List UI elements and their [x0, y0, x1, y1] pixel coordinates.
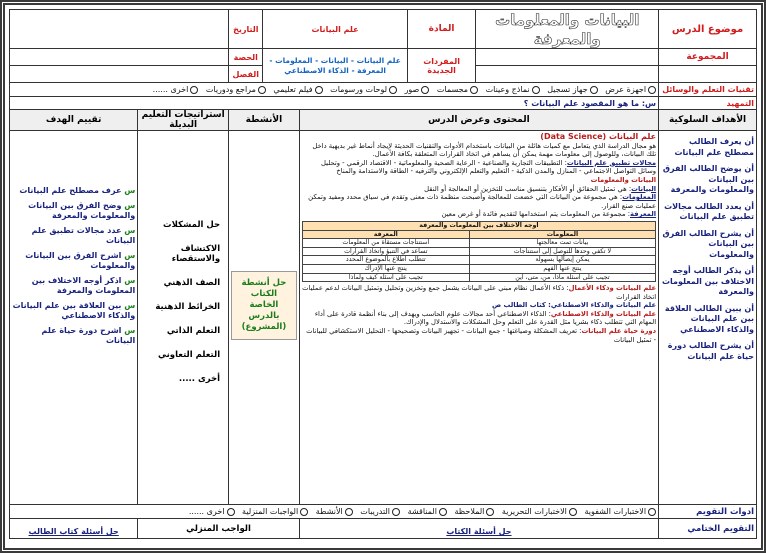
assessment-option[interactable]: الاختبارات التحريرية [502, 507, 577, 516]
strategy-item: الصف الذهني [163, 278, 221, 288]
objective-item: أن يبين الطالب العلاقة بين علم البيانات والذكاء الاصطناعي [664, 303, 754, 334]
assessment-option[interactable]: الاختبارات الشفوية [584, 507, 656, 516]
tool-option[interactable]: لوحات ورسومات [330, 85, 397, 94]
homework-label: الواجب المنزلي [138, 519, 299, 539]
data-info-title: البيانات والمعلومات [590, 175, 657, 184]
radio-icon[interactable] [227, 508, 235, 516]
tool-option[interactable]: نماذج وعينات [486, 85, 540, 94]
subject-title: البيانات والمعلومات والمعرفة [495, 11, 640, 48]
info-paragraph: المعلومات: هي مجموعة من البيانات التي خضعت للمعالجة وأصبحت منظمة ذات معنى وتقدم في سياق محدد ومفيد وتمكن عمليات صنع القرار. [308, 193, 657, 210]
objective-item: أن يعدد الطالب مجالات تطبيق علم البيانات [664, 201, 754, 221]
objective-item: أن يشرح الطالب الفرق بين البيانات والمعلومات [662, 228, 754, 259]
diff-col-header: المعلومات [469, 230, 655, 239]
assessment-option[interactable]: اخرى ...... [189, 507, 235, 516]
tool-option[interactable]: فيلم تعليمي [273, 85, 322, 94]
strategy-item: حل المشكلات [163, 220, 221, 230]
ai-paragraph: علم البيانات والذكاء الاصطناعي: الذكاء الاصطناعي أحد مجالات علوم الحاسب ويهدف إلى بناء أنظمة قادرة على أداء المهام التي تتطلب ذكاء بشريا مثل القدرة على التعلم وحل المشكلات والاستدلال والإدراك. [314, 309, 657, 327]
subject-value [476, 10, 659, 49]
class-value [10, 66, 229, 83]
content-title: علم البيانات (Data Science) [540, 132, 657, 141]
material-value: علم البيانات [263, 10, 407, 49]
radio-icon[interactable] [486, 508, 494, 516]
intro-text: س: ما هو المقصود علم البيانات ؟ [10, 97, 659, 110]
radio-icon[interactable] [569, 508, 577, 516]
eval-item: س اشرح الفرق بين البيانات والمعلومات [25, 251, 136, 270]
content-header: المحتوى وعرض الدرس [299, 110, 658, 131]
eval-item: س عرف مصطلح علم البيانات [19, 186, 136, 195]
group-blank [659, 66, 757, 83]
material-label: المادة [407, 10, 476, 49]
assessment-options [10, 505, 659, 519]
content-p1: هو مجال الدراسة الذي يتعامل مع كميات هائلة من البيانات باستخدام الأدوات والتقنيات الحديثة لإيجاد أنماط غير بديهية داخل تلك البيانات، وللوصول إلى معلومات مهمة يمكن أن يساهم في اتخاذ القرارات المتعلقة بكافة الأعمال. [312, 141, 657, 159]
radio-icon[interactable] [532, 86, 540, 94]
strategy-item: أخرى ..... [178, 374, 221, 384]
radio-icon[interactable] [345, 508, 353, 516]
eval-item: س اذكر أوجه الاختلاف بين المعلومات والمعرفة [31, 276, 136, 295]
activities-box: حل أنشطة الكتاب الخاصة بالدرس (المشروع) [231, 271, 297, 340]
strategy-item: الخرائط الذهنية [155, 302, 221, 312]
objective-item: أن يشرح الطالب دورة حياة علم البيانات [667, 341, 754, 361]
group-label: المجموعة [659, 49, 757, 66]
table-row: بيانات تمت معالجتها استنتاجات مستقاة من المعلومات [302, 239, 655, 248]
evaluation-header: تقييم الهدف [10, 110, 138, 131]
objectives-cell [659, 131, 757, 505]
tool-option[interactable]: صور [405, 85, 430, 94]
objective-item: أن يعرف الطالب مصطلح علم البيانات [674, 137, 754, 157]
subject-label: موضوع الدرس [659, 10, 757, 49]
vocab-label: المفردات الجديدة [407, 49, 476, 83]
radio-icon[interactable] [300, 508, 308, 516]
tools-options [10, 83, 659, 97]
strategies-header: استراتيجات التعليم البديلة [138, 110, 229, 131]
radio-icon[interactable] [590, 86, 598, 94]
activities-header: الأنشطة [229, 110, 300, 131]
eval-item: س اشرح دورة حياة علم البيانات [41, 326, 136, 345]
activities-cell [229, 131, 300, 505]
group-value [476, 49, 659, 66]
date-value [10, 10, 229, 49]
table-row: تجيب على أسئلة ماذا، من، متى، أين تجيب على أسئلة كيف ولماذا [302, 273, 655, 282]
strategy-item: التعلم التعاوني [158, 350, 221, 360]
eval-item: س بين العلاقة بين علم البيانات والذكاء الاصطناعي [12, 301, 136, 320]
tool-option[interactable]: مجسمات [437, 85, 478, 94]
lesson-plan-table [9, 9, 757, 539]
assessment-option[interactable]: المناقشة [408, 507, 447, 516]
tool-option[interactable]: جهاز تسجيل [547, 85, 597, 94]
evaluation-cell [10, 131, 138, 505]
homework-value-cell [10, 519, 138, 539]
knowledge-paragraph: المعرفة: مجموعة من المعلومات يتم استخدامها لتقديم فائدة أو غرض معين [441, 210, 657, 219]
data-paragraph: البيانات: هي تمثيل الحقائق أو الأفكار بتنسيق مناسب للتخزين أو المعالجة أو النقل [424, 184, 657, 193]
assessment-option[interactable]: الأنشطة [316, 507, 353, 516]
radio-icon[interactable] [258, 86, 266, 94]
cycle-paragraph: دورة حياة علم البيانات: تعريف المشكلة وصياغتها - جمع البيانات - تجهيز البيانات وتصحيحها - التحليل الاستكشافي للبيانات - تمثيل البيانات [306, 327, 657, 344]
objectives-header: الأهداف السلوكية [659, 110, 757, 131]
radio-icon[interactable] [470, 86, 478, 94]
class-label: الفصل [229, 66, 263, 83]
assessment-option[interactable]: الواجبات المنزلية [242, 507, 308, 516]
eval-item: س وضح الفرق بين البيانات والمعلومات والمعرفة [28, 201, 136, 220]
group-blank-2 [476, 66, 659, 83]
table-row: ينتج عنها الفهم ينتج عنها الإدراك [302, 264, 655, 273]
assessment-label: ادوات التقويم [659, 505, 757, 519]
final-value-cell [299, 519, 658, 539]
date-label: التاريخ [229, 10, 263, 49]
vocab-value: علم البيانات - البيانات - المعلومات - المعرفة - الذكاء الاصطناعي [263, 49, 407, 83]
tool-option[interactable]: اجهزة عرض [605, 85, 656, 94]
bi-paragraph: علم البيانات وذكاء الأعمال: ذكاء الأعمال نظام مبني على البيانات يشمل جمع وتخزين وتحليل وتمثيل البيانات لدعم عمليات اتخاذ القرارات [302, 284, 657, 301]
tool-option[interactable]: اخرى ...... [153, 85, 199, 94]
intro-label: التمهيد [659, 97, 757, 110]
tools-label: تقنيات التعلم والوسائل [659, 83, 757, 97]
apps-paragraph: مجالات تطبيق علم البيانات: التطبيقات التجارية والصناعية - الرعاية الصحية والمعلوماتية - الاقتصاد الرقمي - وتحليل وسائل التواصل الاجتماعي - المنازل والمدن الذكية - التعليم والتعلم الإلكتروني والترفيه - الطاقة والاستدامة والمناخ [321, 158, 657, 176]
period-value [10, 49, 229, 66]
radio-icon[interactable] [439, 508, 447, 516]
strategy-item: التعلم الذاتي [166, 326, 221, 336]
eval-item: س عدد مجالات تطبيق علم البيانات [31, 226, 136, 245]
final-value[interactable]: حل أسئلة الكتاب [446, 527, 512, 536]
radio-icon[interactable] [315, 86, 323, 94]
table-row: يمكن إيصالها بسهولة تتطلب اطلاع بالموضوع المحدد [302, 256, 655, 265]
content-cell [299, 131, 658, 505]
homework-value[interactable]: حل أسئلة كتاب الطالب [28, 527, 119, 536]
radio-icon[interactable] [648, 86, 656, 94]
assessment-option[interactable]: التدريبات [360, 507, 400, 516]
strategy-item: الاكتشاف والاستقصاء [171, 244, 221, 264]
final-label: التقويم الختامي [659, 519, 757, 539]
table-row: لا تكفي وحدها للتوصل إلى استنتاجات تساعد في التنبؤ واتخاذ القرارات [302, 247, 655, 256]
radio-icon[interactable] [190, 86, 198, 94]
strategies-cell [138, 131, 229, 505]
tool-option[interactable]: مراجع ودوريات [206, 85, 266, 94]
assessment-option[interactable]: الملاحظة [455, 507, 495, 516]
diff-col-header: المعرفة [302, 230, 469, 239]
objective-item: أن يوضح الطالب الفرق بين البيانات والمعلومات والمعرفة [662, 164, 754, 194]
period-label: الحصة [229, 49, 263, 66]
radio-icon[interactable] [421, 86, 429, 94]
diff-table-title: أوجه الاختلاف بين المعلومات والمعرفة [302, 221, 655, 230]
diff-table [302, 221, 656, 282]
objective-item: أن يذكر الطالب أوجه الاختلاف بين المعلومات والمعرفة [661, 266, 754, 296]
radio-icon[interactable] [392, 508, 400, 516]
bi-note: علم البيانات والذكاء الاصطناعي: كتاب الطالب ص [492, 301, 657, 310]
radio-icon[interactable] [648, 508, 656, 516]
radio-icon[interactable] [389, 86, 397, 94]
